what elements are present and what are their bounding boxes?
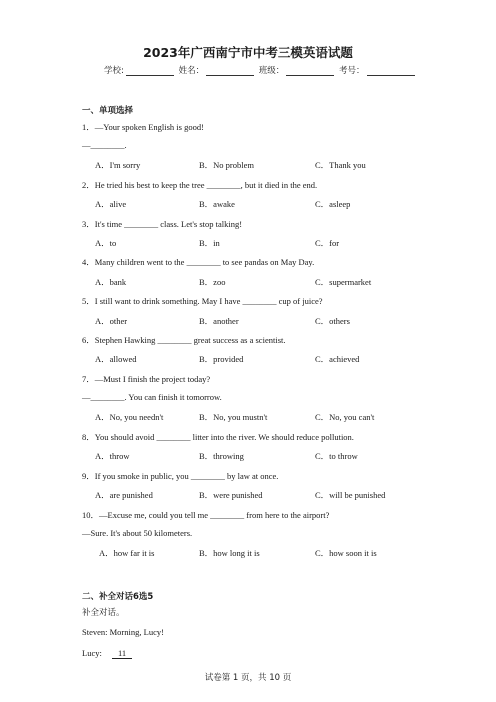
section2-instruction: 补全对话。 xyxy=(82,608,125,618)
q9-stem: 9．If you smoke in public, you ________ by law at once. xyxy=(82,471,279,481)
q4-stem: 4．Many children went to the ________ to see pandas on May Day. xyxy=(82,257,315,267)
q1-option-a[interactable]: A．I'm sorry xyxy=(95,160,141,170)
school-field[interactable] xyxy=(126,66,174,76)
section2-heading: 二、补全对话6选5 xyxy=(82,592,154,602)
q8-option-c[interactable]: C．to throw xyxy=(315,451,358,461)
q10-option-c[interactable]: C．how soon it is xyxy=(315,548,377,558)
q1-option-b[interactable]: B．No problem xyxy=(199,160,255,170)
q7-option-c[interactable]: C．No, you can't xyxy=(315,412,375,422)
name-field[interactable] xyxy=(206,66,254,76)
q10-stem: 10．—Excuse me, could you tell me ________ from here to the airport? xyxy=(82,510,330,520)
q4-option-c[interactable]: C．supermarket xyxy=(315,277,372,287)
q7-stem: 7．—Must I finish the project today? xyxy=(82,374,211,384)
dialogue-line-1: Steven: Morning, Lucy! xyxy=(82,627,164,637)
q9-option-c[interactable]: C．will be punished xyxy=(315,490,386,500)
section1-heading: 一、单项选择 xyxy=(82,106,134,116)
student-info-row xyxy=(104,64,417,76)
q9-option-a[interactable]: A．are punished xyxy=(95,490,153,500)
q10-stem-2: —Sure. It's about 50 kilometers. xyxy=(82,528,193,538)
page-title: 2023年广西南宁市中考三模英语试题 xyxy=(143,45,353,60)
q3-option-c[interactable]: C．for xyxy=(315,238,340,248)
q2-option-c[interactable]: C．asleep xyxy=(315,199,351,209)
school-label: 学校: xyxy=(104,66,124,76)
q2-stem: 2．He tried his best to keep the tree ________, but it died in the end. xyxy=(82,180,318,190)
q9-option-b[interactable]: B．were punished xyxy=(199,490,263,500)
speaker-label: Lucy: xyxy=(82,648,102,658)
q6-option-a[interactable]: A．allowed xyxy=(95,354,137,364)
q3-stem: 3．It's time ________ class. Let's stop talking! xyxy=(82,219,243,229)
q10-option-a[interactable]: A．how far it is xyxy=(99,548,155,558)
q7-stem-2: —________. You can finish it tomorrow. xyxy=(82,392,222,402)
q5-option-a[interactable]: A．other xyxy=(95,316,128,326)
q10-option-b[interactable]: B．how long it is xyxy=(199,548,260,558)
q1-stem-2: —________. xyxy=(82,140,127,150)
q4-option-a[interactable]: A．bank xyxy=(95,277,127,287)
dialogue-line-2 xyxy=(82,648,132,659)
q5-option-b[interactable]: B．another xyxy=(199,316,239,326)
q1-option-c[interactable]: C．Thank you xyxy=(315,160,366,170)
q2-option-a[interactable]: A．alive xyxy=(95,199,127,209)
examno-label: 考号： xyxy=(339,66,365,76)
q3-option-a[interactable]: A．to xyxy=(95,238,117,248)
q8-option-b[interactable]: B．throwing xyxy=(199,451,244,461)
q7-option-a[interactable]: A．No, you needn't xyxy=(95,412,164,422)
q1-stem: 1．—Your spoken English is good! xyxy=(82,122,204,132)
q8-option-a[interactable]: A．throw xyxy=(95,451,130,461)
q5-option-c[interactable]: C．others xyxy=(315,316,350,326)
class-field[interactable] xyxy=(286,66,334,76)
examno-field[interactable] xyxy=(367,66,415,76)
q4-option-b[interactable]: B．zoo xyxy=(199,277,226,287)
q3-option-b[interactable]: B．in xyxy=(199,238,220,248)
q6-option-b[interactable]: B．provided xyxy=(199,354,244,364)
q2-option-b[interactable]: B．awake xyxy=(199,199,235,209)
q5-stem: 5．I still want to drink something. May I have ________ cup of juice? xyxy=(82,296,323,306)
q6-option-c[interactable]: C．achieved xyxy=(315,354,360,364)
page-footer: 试卷第 1 页，共 10 页 xyxy=(204,673,292,683)
name-label: 姓名： xyxy=(178,66,205,76)
blank-11[interactable]: 11 xyxy=(112,648,132,659)
q6-stem: 6．Stephen Hawking ________ great success as a scientist. xyxy=(82,335,286,345)
class-label: 班级： xyxy=(258,66,285,76)
q7-option-b[interactable]: B．No, you mustn't xyxy=(199,412,268,422)
q8-stem: 8．You should avoid ________ litter into the river. We should reduce pollution. xyxy=(82,432,354,442)
